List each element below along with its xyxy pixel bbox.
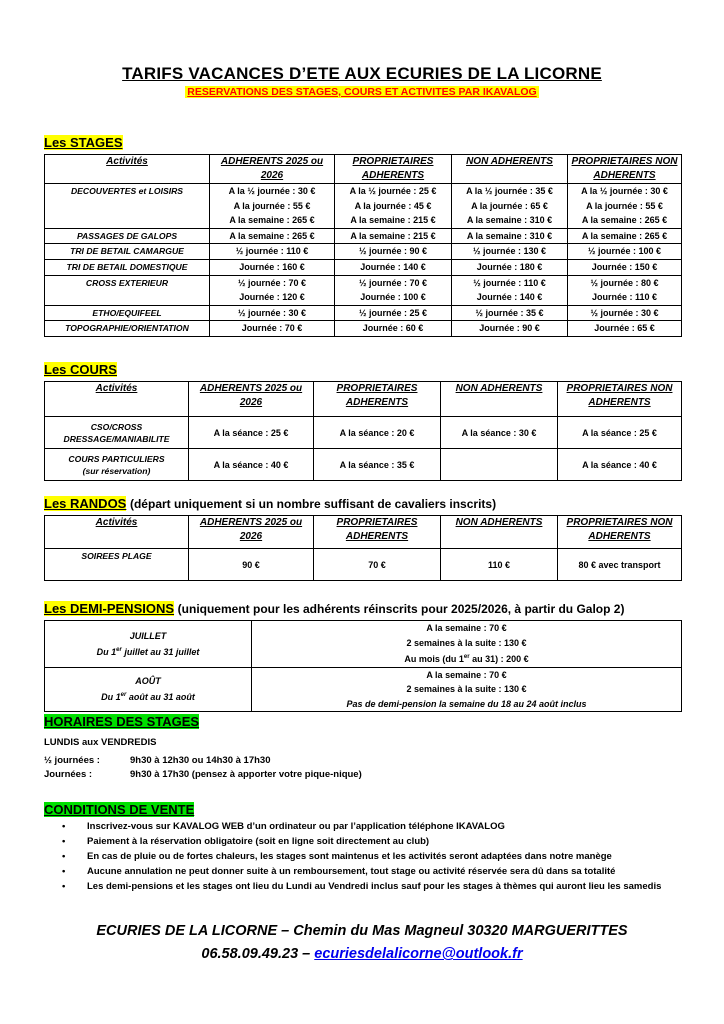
table-row (45, 449, 682, 481)
demi-pensions-heading (44, 601, 624, 616)
stages-heading (44, 135, 123, 150)
price-line: Journée : 140 € (360, 261, 426, 272)
price-cell (452, 305, 568, 321)
price-cell (452, 184, 568, 229)
page-title: TARIFS VACANCES D’ETE AUX ECURIES DE LA LICORNE (122, 64, 602, 83)
list-item (44, 850, 684, 864)
condition-text: Inscrivez-vous sur KAVALOG WEB d’un ordinateur ou par l’application téléphone IKAVALOG (87, 821, 505, 832)
cours-heading (44, 362, 117, 377)
activity-cell (45, 417, 189, 449)
price-cell: 90 € (189, 549, 314, 581)
price-line: ½ journée : 70 € (358, 277, 428, 288)
price-cell: A la séance : 30 € (441, 417, 558, 449)
footer-phone: 06.58.09.49.23 – (201, 946, 315, 962)
table-row (45, 228, 682, 244)
randos-header-row (45, 516, 682, 549)
price-cell (335, 244, 452, 260)
price-line-start: Au mois (du 1 (404, 654, 464, 664)
price-line: ½ journée : 70 € (237, 277, 307, 288)
activity-cell: ETHO/EQUIFEEL (45, 305, 210, 321)
conditions-list (44, 820, 684, 895)
demi-pensions-heading-text: Les DEMI-PENSIONS (44, 601, 175, 616)
price-line: Journée : 150 € (591, 261, 658, 272)
activity-cell: TOPOGRAPHIE/ORIENTATION (45, 321, 210, 337)
price-cell (441, 449, 558, 481)
price-cell (210, 305, 335, 321)
col-header-proprietaires-adherents: PROPRIETAIRES ADHERENTS (335, 155, 452, 184)
price-line: ½ journée : 30 € (590, 307, 659, 318)
price-cell (210, 184, 335, 229)
price-line (252, 650, 681, 667)
price-line: 2 semaines à la suite : 130 € (406, 637, 527, 648)
price-line: Journée : 120 € (239, 292, 305, 303)
demi-pensions-note: (uniquement pour les adhérents réinscrits pour 2025/2026, à partir du Galop 2) (177, 602, 625, 616)
period-sup: er (120, 692, 127, 699)
activity-line: COURS PARTICULIERS (68, 453, 165, 464)
price-line: A la journée : 65 € (471, 200, 548, 211)
month-label: AOÛT (135, 676, 161, 687)
price-line: A la journée : 55 € (233, 200, 311, 211)
bullet-icon: • (62, 881, 66, 893)
price-cell (210, 321, 335, 337)
price-line: A la semaine : 215 € (350, 215, 436, 226)
table-row (45, 184, 682, 229)
price-line: A la semaine : 265 € (581, 230, 668, 241)
price-cell (568, 259, 682, 275)
activity-line: DRESSAGE/MANIABILITE (63, 433, 170, 444)
price-line: Journée : 65 € (594, 323, 655, 334)
col-header-proprietaires-adherents: PROPRIETAIRES ADHERENTS (314, 382, 441, 417)
randos-table (44, 515, 682, 581)
price-line-end: au 31) : 200 € (469, 654, 529, 664)
price-line: Journée : 70 € (241, 323, 303, 334)
table-row (45, 321, 682, 337)
price-cell (335, 305, 452, 321)
price-line: A la ½ journée : 35 € (466, 186, 553, 196)
price-line: Journée : 60 € (362, 323, 424, 334)
price-line: A la semaine : 310 € (466, 230, 553, 241)
col-header-activites: Activités (45, 516, 189, 549)
activity-cell: DECOUVERTES et LOISIRS (45, 184, 210, 229)
price-line: ½ journée : 110 € (473, 277, 546, 288)
cours-table (44, 381, 682, 481)
period-label (45, 688, 251, 704)
table-row (45, 305, 682, 321)
price-line: A la semaine : 265 € (581, 215, 668, 226)
activity-cell (45, 449, 189, 481)
price-line: A la semaine : 70 € (426, 623, 507, 633)
price-line: Journée : 180 € (476, 261, 543, 272)
period-start: Du 1 (101, 692, 121, 703)
price-cell: A la séance : 35 € (314, 449, 441, 481)
price-line: ½ journée : 90 € (358, 246, 428, 257)
price-line: ½ journée : 100 € (587, 246, 662, 257)
price-cell (210, 244, 335, 260)
price-line: A la ½ journée : 30 € (228, 186, 316, 196)
price-cell (210, 275, 335, 305)
condition-text: Paiement à la réservation obligatoire (soit en ligne soit directement au club) (87, 836, 430, 848)
price-note: Pas de demi-pension la semaine du 18 au 24 août inclus (346, 698, 587, 709)
price-line-sup: er (463, 654, 470, 660)
cours-header-row (45, 382, 682, 417)
price-cell (452, 259, 568, 275)
price-cell: A la séance : 25 € (189, 417, 314, 449)
period-end: juillet au 31 juillet (121, 646, 200, 657)
table-row (45, 549, 682, 581)
list-item (44, 880, 684, 894)
stages-table (44, 154, 682, 337)
price-cell: 110 € (441, 549, 558, 581)
period-cell (45, 667, 252, 712)
cours-heading-text: Les COURS (44, 362, 117, 377)
price-line: A la semaine : 70 € (426, 669, 507, 680)
price-cell (210, 259, 335, 275)
price-line: ½ journée : 30 € (237, 307, 307, 318)
list-item (44, 820, 684, 834)
bullet-icon: • (62, 866, 66, 878)
col-header-activites: Activités (45, 382, 189, 417)
price-line: A la journée : 55 € (586, 200, 663, 211)
price-cell (568, 228, 682, 244)
price-cell (335, 259, 452, 275)
horaires-heading (44, 714, 199, 729)
price-cell (568, 321, 682, 337)
price-line: ½ journée : 35 € (475, 307, 544, 318)
activity-line: CSO/CROSS (90, 421, 143, 432)
stages-heading-text: Les STAGES (44, 135, 123, 150)
price-cell: 70 € (314, 549, 441, 581)
price-cell (568, 275, 682, 305)
table-row (45, 259, 682, 275)
horaires-days: LUNDIS aux VENDREDIS (44, 737, 157, 748)
list-item (44, 835, 684, 849)
price-line: Journée : 160 € (239, 261, 305, 272)
price-cell (335, 228, 452, 244)
price-cell: A la séance : 25 € (558, 417, 682, 449)
col-header-non-adherents: NON ADHERENTS (452, 155, 568, 184)
price-cell (452, 244, 568, 260)
col-header-adherents: ADHERENTS 2025 ou 2026 (210, 155, 335, 184)
price-line: A la ½ journée : 25 € (349, 186, 437, 196)
price-cell (452, 228, 568, 244)
price-cell (335, 275, 452, 305)
table-row (45, 667, 682, 712)
condition-text: Les demi-pensions et les stages ont lieu du Lundi au Vendredi inclus sauf pour les stages à thèmes qui auront lieu les samedis (87, 881, 662, 893)
footer-email-link[interactable]: ecuriesdelalicorne@outlook.fr (314, 946, 523, 962)
horaires-heading-text: HORAIRES DES STAGES (44, 714, 200, 729)
demi-pensions-table (44, 620, 682, 712)
price-line: 2 semaines à la suite : 130 € (406, 684, 527, 694)
randos-heading-text: Les RANDOS (44, 496, 127, 511)
conditions-heading-text: CONDITIONS DE VENTE (44, 802, 195, 817)
price-cell (568, 184, 682, 229)
activity-line: (sur réservation) (82, 465, 151, 476)
condition-text: En cas de pluie ou de fortes chaleurs, les stages sont maintenus et les activités seront adaptées dans notre manège (87, 851, 612, 863)
bullet-icon: • (62, 821, 66, 832)
table-row (45, 417, 682, 449)
price-cell (568, 305, 682, 321)
list-item (44, 865, 684, 879)
activity-cell: SOIREES PLAGE (45, 549, 189, 581)
price-line: A la journée : 45 € (354, 200, 432, 211)
col-header-proprietaires-non-adherents: PROPRIETAIRES NON ADHERENTS (558, 382, 682, 417)
col-header-non-adherents: NON ADHERENTS (441, 516, 558, 549)
price-line: A la semaine : 265 € (229, 230, 315, 241)
stages-header-row (45, 155, 682, 184)
horaires-full-label: Journées : (44, 769, 93, 780)
horaires-half-value: 9h30 à 12h30 ou 14h30 à 17h30 (130, 755, 271, 766)
price-cell (335, 184, 452, 229)
col-header-proprietaires-non-adherents: PROPRIETAIRES NON ADHERENTS (568, 155, 682, 184)
price-cell (452, 321, 568, 337)
footer-address: ECURIES DE LA LICORNE – Chemin du Mas Magneul 30320 MARGUERITTES (96, 923, 628, 939)
price-line: ½ journée : 80 € (590, 277, 659, 288)
period-sup: er (116, 646, 122, 653)
price-line: ½ journée : 130 € (472, 246, 547, 257)
price-line: A la semaine : 310 € (466, 215, 553, 226)
price-cell (568, 244, 682, 260)
activity-cell: CROSS EXTERIEUR (45, 275, 210, 305)
col-header-adherents: ADHERENTS 2025 ou 2026 (189, 382, 314, 417)
price-line: ½ journée : 110 € (235, 246, 309, 257)
randos-note: (départ uniquement si un nombre suffisant de cavaliers inscrits) (129, 497, 497, 511)
page-subtitle (0, 86, 724, 98)
price-cell: A la séance : 40 € (189, 449, 314, 481)
price-line: Journée : 100 € (360, 292, 426, 303)
activity-cell: TRI DE BETAIL DOMESTIQUE (45, 259, 210, 275)
activity-cell: PASSAGES DE GALOPS (45, 228, 210, 244)
activity-cell: TRI DE BETAIL CAMARGUE (45, 244, 210, 260)
horaires-full-value: 9h30 à 17h30 (pensez à apporter votre pique-nique) (130, 769, 362, 780)
price-cell: A la séance : 20 € (314, 417, 441, 449)
conditions-heading (44, 802, 194, 817)
price-cell: A la séance : 40 € (558, 449, 682, 481)
col-header-proprietaires-adherents: PROPRIETAIRES ADHERENTS (314, 516, 441, 549)
bullet-icon: • (62, 851, 66, 863)
footer-contact (0, 946, 724, 962)
price-cell (452, 275, 568, 305)
col-header-proprietaires-non-adherents: PROPRIETAIRES NON ADHERENTS (558, 516, 682, 549)
col-header-activites: Activités (45, 155, 210, 184)
price-cell: 80 € avec transport (558, 549, 682, 581)
price-line: A la semaine : 215 € (350, 230, 436, 241)
price-line: Journée : 110 € (591, 292, 658, 303)
subtitle-text: RESERVATIONS DES STAGES, COURS ET ACTIVITES PAR IKAVALOG (187, 86, 537, 98)
period-label (45, 643, 251, 659)
price-line: A la ½ journée : 30 € (581, 186, 668, 196)
table-row (45, 244, 682, 260)
condition-text: Aucune annulation ne peut donner suite à un remboursement, tout stage ou activité réservée sera dû dans sa totalité (87, 866, 616, 878)
period-cell (45, 621, 252, 668)
price-cell (210, 228, 335, 244)
price-cell (252, 621, 682, 668)
price-line: ½ journée : 25 € (358, 307, 428, 318)
month-label: JUILLET (129, 630, 167, 641)
price-line: A la semaine : 265 € (229, 215, 315, 226)
period-end: août au 31 août (126, 692, 195, 703)
bullet-icon: • (62, 836, 66, 848)
table-row (45, 621, 682, 668)
price-line: Journée : 90 € (479, 323, 540, 334)
horaires-half-label: ½ journées : (44, 755, 100, 766)
col-header-non-adherents: NON ADHERENTS (441, 382, 558, 417)
price-cell (335, 321, 452, 337)
period-start: Du 1 (96, 646, 117, 657)
price-cell (252, 667, 682, 712)
randos-heading (44, 496, 496, 511)
table-row (45, 275, 682, 305)
col-header-adherents: ADHERENTS 2025 ou 2026 (189, 516, 314, 549)
price-line: Journée : 140 € (476, 292, 543, 303)
